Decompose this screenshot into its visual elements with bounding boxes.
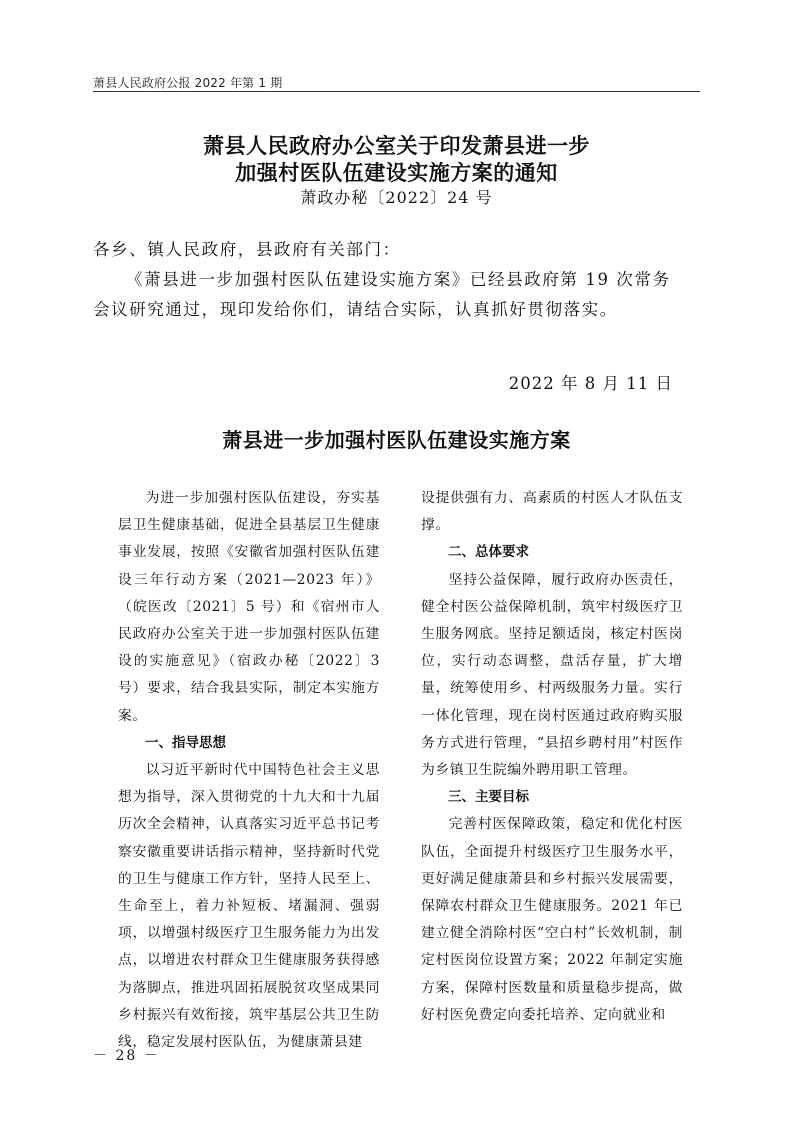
section-heading-general-requirements: 二、总体要求 xyxy=(448,544,529,561)
header-divider xyxy=(93,91,700,92)
intro-paragraph: 为进一步加强村医队伍建设，夯实基层卫生健康基础，促进全县基层卫生健康事业发展，按照《安徽省加强村医队伍建设三年行动方案（2021—2023 年）》（皖医改〔2021〕5 号）和《宿州市人民政府办公室关于进一步加强村医队伍建设的实施意见》（宿政办秘〔2022〕3 号）要求，结合我县实际，制定本实施方案。 xyxy=(118,490,380,724)
continued-paragraph: 设提供强有力、高素质的村医人才队伍支撑。 xyxy=(421,490,683,534)
document-number: 萧政办秘〔2022〕24 号 xyxy=(300,188,493,207)
notice-body-line2: 会议研究通过，现印发给你们，请结合实际，认真抓好贯彻落实。 xyxy=(93,300,618,319)
main-goals-paragraph: 完善村医保障政策，稳定和优化村医队伍，全面提升村级医疗卫生服务水平，更好满足健康萧县和乡村振兴发展需要，保障农村群众卫生健康服务。2021 年已建立健全消除村医“空白村”长效机制，制定村医岗位设置方案；2022 年制定实施方案，保障村医数量和质量稳步提高，做好村医免费定向委托培养、定向就业和 xyxy=(421,816,683,1023)
plan-title: 萧县进一步加强村医队伍建设实施方案 xyxy=(222,428,571,452)
addressee: 各乡、镇人民政府，县政府有关部门： xyxy=(93,240,401,259)
section-heading-guiding-ideology: 一、指导思想 xyxy=(145,734,226,751)
left-column xyxy=(118,485,380,1056)
general-requirements-paragraph: 坚持公益保障，履行政府办医责任，健全村医公益保障机制，筑牢村级医疗卫生服务网底。坚持足额适岗，核定村医岗位，实行动态调整，盘活存量，扩大增量，统筹使用乡、村两级服务力量。实行一体化管理，现在岗村医通过政府购买服务方式进行管理，“县招乡聘村用”村医作为乡镇卫生院编外聘用职工管理。 xyxy=(421,571,683,779)
notice-title-line2: 加强村医队伍建设实施方案的通知 xyxy=(235,160,558,185)
page-number: － 28 － xyxy=(93,1048,160,1064)
notice-body-line1: 《萧县进一步加强村医队伍建设实施方案》已经县政府第 19 次常务 xyxy=(126,270,671,289)
issue-date: 2022 年 8 月 11 日 xyxy=(508,374,673,393)
guiding-ideology-paragraph: 以习近平新时代中国特色社会主义思想为指导，深入贯彻党的十九大和十九届历次全会精神，认真落实习近平总书记考察安徽重要讲话指示精神，坚持新时代党的卫生与健康工作方针，坚持人民至上、生命至上，着力补短板、堵漏洞、强弱项，以增强村级医疗卫生服务能力为出发点，以增进农村群众卫生健康服务获得感为落脚点，推进巩固拓展脱贫攻坚成果同乡村振兴有效衔接，筑牢基层公共卫生防线，稳定发展村医队伍，为健康萧县建 xyxy=(118,762,380,1051)
right-column xyxy=(421,485,683,1029)
notice-title-line1: 萧县人民政府办公室关于印发萧县进一步 xyxy=(203,133,590,158)
section-heading-main-goals: 三、主要目标 xyxy=(448,789,529,806)
running-header: 萧县人民政府公报 2022 年第 1 期 xyxy=(93,76,283,90)
